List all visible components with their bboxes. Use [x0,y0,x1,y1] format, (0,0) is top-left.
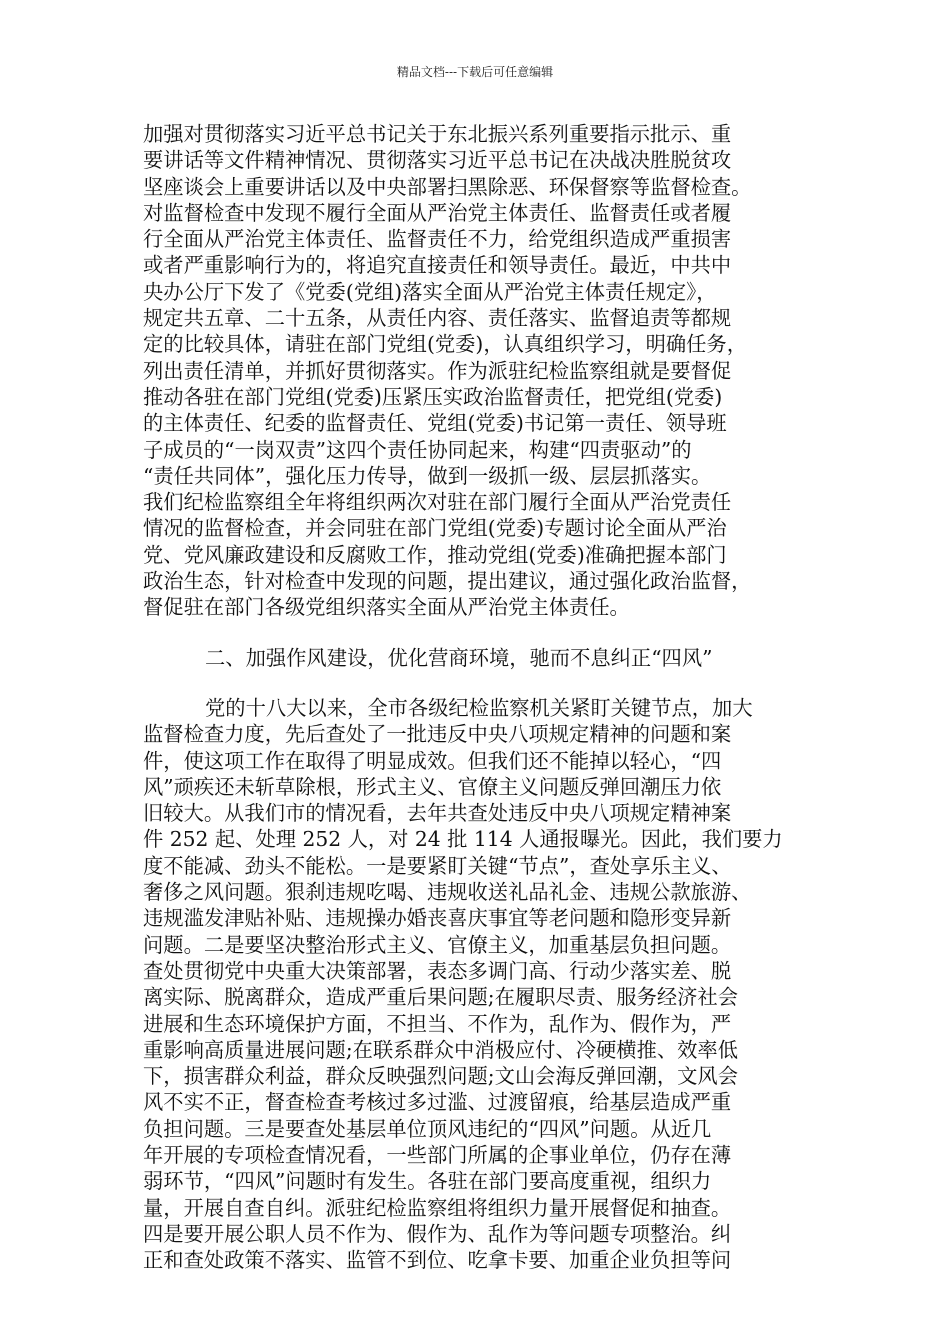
spacer [143,671,813,695]
text-line: 我们纪检监察组全年将组织两次对驻在部门履行全面从严治党责任 [143,490,732,515]
text-line: 量，开展自查自纠。派驻纪检监察组将组织力量开展督促和抽查。 [143,1195,732,1220]
text-line: 的主体责任、纪委的监督责任、党组(党委)书记第一责任、领导班 [143,411,727,436]
text-line: 下，损害群众利益，群众反映强烈问题;文山会海反弹回潮，文风会 [143,1064,738,1089]
text-line: 央办公厅下发了《党委(党组)落实全面从严治党主体责任规定》， [143,279,717,304]
spacer [143,621,813,645]
text-line: 四是要开展公职人员不作为、假作为、乱作为等问题专项整治。纠 [143,1221,732,1246]
text-line: 风不实不正，督查检查考核过多过滥、过渡留痕，给基层造成严重 [143,1090,732,1115]
text-line: 重影响高质量进展问题;在联系群众中消极应付、冷硬横推、效率低 [143,1037,738,1062]
page-header: 精品文档---下载后可任意编辑 [396,65,554,79]
paragraph-2 [143,695,813,1274]
paragraph-1 [143,121,813,621]
text-line: 坚座谈会上重要讲话以及中央部署扫黑除恶、环保督察等监督检查。 [143,174,752,199]
text-line: 党的十八大以来，全市各级纪检监察机关紧盯关键节点，加大 [205,695,753,720]
text-line: 违规滥发津贴补贴、违规操办婚丧喜庆事宜等老问题和隐形变异新 [143,906,732,931]
text-line: 风”顽疾还未斩草除根，形式主义、官僚主义问题反弹回潮压力依 [143,774,722,799]
text-line: 定的比较具体，请驻在部门党组(党委)，认真组织学习，明确任务， [143,332,747,357]
text-line: 查处贯彻党中央重大决策部署，表态多调门高、行动少落实差、脱 [143,958,732,983]
text-line: 负担问题。三是要查处基层单位顶风违纪的“四风”问题。从近几 [143,1116,712,1141]
text-line: 度不能减、劲头不能松。一是要紧盯关键“节点”，查处享乐主义、 [143,853,732,878]
text-line: 加强对贯彻落实习近平总书记关于东北振兴系列重要指示批示、重 [143,122,732,146]
text-line: 情况的监督检查，并会同驻在部门党组(党委)专题讨论全面从严治 [143,516,727,541]
text-line: 行全面从严治党主体责任、监督责任不力，给党组织造成严重损害 [143,227,732,252]
text-line: 政治生态，针对检查中发现的问题，提出建议，通过强化政治监督， [143,569,752,594]
text-line: 督促驻在部门各级党组织落实全面从严治党主体责任。 [143,595,630,620]
text-line: 弱环节，“四风”问题时有发生。各驻在部门要高度重视，组织力 [143,1169,712,1194]
text-line: 监督检查力度，先后查处了一批违反中央八项规定精神的问题和案 [143,722,732,747]
text-line: 正和查处政策不落实、监管不到位、吃拿卡要、加重企业负担等问 [143,1248,732,1273]
text-line: 件，使这项工作在取得了明显成效。但我们还不能掉以轻心，“四 [143,748,722,773]
text-line: 年开展的专项检查情况看，一些部门所属的企事业单位，仍存在薄 [143,1142,732,1167]
text-line: 党、党风廉政建设和反腐败工作，推动党组(党委)准确把握本部门 [143,542,727,567]
text-line: 进展和生态环境保护方面，不担当、不作为，乱作为、假作为，严 [143,1011,732,1036]
text-line: 问题。二是要坚决整治形式主义、官僚主义，加重基层负担问题。 [143,932,732,957]
text-line: 规定共五章、二十五条，从责任内容、责任落实、监督追责等都规 [143,306,732,331]
text-line: 要讲话等文件精神情况、贯彻落实习近平总书记在决战决胜脱贫攻 [143,148,732,173]
text-line: 子成员的“一岗双责”这四个责任协同起来，构建“四责驱动”的 [143,437,692,462]
text-line: 件 252 起、处理 252 人，对 24 批 114 人通报曝光。因此，我们要力 [143,827,783,852]
text-line: “责任共同体”，强化压力传导，做到一级抓一级、层层抓落实。 [143,463,712,488]
text-line: 推动各驻在部门党组(党委)压紧压实政治监督责任，把党组(党委) [143,384,723,409]
text-line: 奢侈之风问题。狠刹违规吃喝、违规收送礼品礼金、违规公款旅游、 [143,880,752,905]
text-line: 对监督检查中发现不履行全面从严治党主体责任、监督责任或者履 [143,200,732,225]
section-heading: 二、加强作风建设，优化营商环境，驰而不息纠正“四风” [205,645,713,670]
text-line: 离实际、脱离群众，造成严重后果问题;在履职尽责、服务经济社会 [143,985,738,1010]
text-line: 旧较大。从我们市的情况看，去年共查处违反中央八项规定精神案 [143,801,732,826]
document-body [143,121,813,1273]
text-line: 列出责任清单，并抓好贯彻落实。作为派驻纪检监察组就是要督促 [143,358,732,383]
text-line: 或者严重影响行为的，将追究直接责任和领导责任。最近，中共中 [143,253,732,278]
